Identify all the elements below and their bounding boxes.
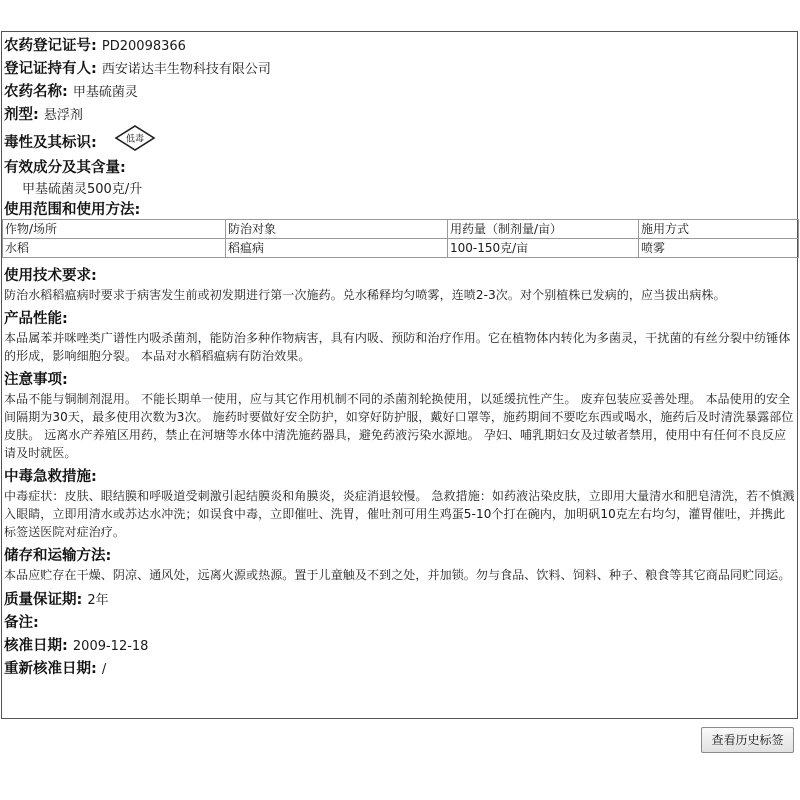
- usage-header-cell: 作物/场所: [3, 220, 226, 239]
- reapproval-label: 重新核准日期:: [4, 661, 97, 677]
- usage-cell: 稻瘟病: [226, 239, 448, 258]
- low-toxicity-badge-icon: [114, 124, 156, 159]
- toxicity-label: 毒性及其标识:: [4, 135, 97, 151]
- name-label: 农药名称:: [4, 84, 68, 100]
- holder-value: 西安诺达丰生物科技有限公司: [101, 62, 271, 77]
- reapproval-value: /: [101, 662, 107, 677]
- approval-value: 2009-12-18: [72, 639, 149, 654]
- reg-no-value: PD20098366: [101, 39, 186, 54]
- name-value: 甲基硫菌灵: [72, 85, 138, 100]
- form-row: [4, 102, 797, 125]
- storage-label: 储存和运输方法:: [4, 548, 112, 564]
- firstaid-text: 中毒症状：皮肤、眼结膜和呼吸道受刺激引起结膜炎和角膜炎，炎症消退较慢。 急救措施：如药液沾染皮肤，立即用大量清水和肥皂清洗，若不慎溅入眼睛，立即用清水或苏达水冲洗；如误食中毒，立即催吐、洗胃，催吐剂可用生鸡蛋5-10个打在碗内，加明矾10克左右均匀，灌胃催吐，并携此标签送医院对症治疗。: [4, 489, 795, 539]
- usage-header-cell: 用药量（制剂量/亩）: [448, 220, 639, 239]
- tech-heading: [4, 264, 797, 286]
- remarks-row: [4, 610, 797, 633]
- warranty-value: 2年: [87, 593, 109, 608]
- tech-text: 防治水稻稻瘟病时要求于病害发生前或初发期进行第一次施药。兑水稀释均匀喷雾，连喷2-3次。对个别植株已发病的，应当拔出病株。: [4, 288, 726, 302]
- holder-row: [4, 56, 797, 79]
- usage-cell: 喷雾: [639, 239, 799, 258]
- ingredient-heading: [4, 157, 797, 177]
- storage-heading: [4, 544, 797, 566]
- firstaid-heading: [4, 465, 797, 487]
- label-detail-panel: [1, 31, 798, 719]
- form-label: 剂型:: [4, 107, 39, 123]
- remarks-label: 备注:: [4, 615, 39, 631]
- usage-header-cell: 施用方式: [639, 220, 799, 239]
- approval-label: 核准日期:: [4, 638, 68, 654]
- notes-heading: [4, 368, 797, 390]
- performance-heading: [4, 307, 797, 329]
- usage-table-row: [3, 239, 799, 258]
- notes-label: 注意事项:: [4, 372, 68, 388]
- notes-text: 本品不能与铜制剂混用。 不能长期单一使用，应与其它作用机制不同的杀菌剂轮换使用，以延缓抗性产生。 废弃包装应妥善处理。 本品使用的安全间隔期为30天，最多使用次数为3次。 施药时要做好安全防护，如穿好防护服，戴好口罩等，施药期间不要吃东西或喝水，施药后及时清洗暴露部位皮肤。 远离水产养殖区用药，禁止在河塘等水体中清洗施药器具，避免药液污染水源地。 孕妇、哺乳期妇女及过敏者禁用，使用中有任何不良反应请及时就医。: [4, 392, 794, 460]
- ingredient-label: 有效成分及其含量:: [4, 160, 126, 176]
- usage-cell: 水稻: [3, 239, 226, 258]
- storage-text: 本品应贮存在干燥、阴凉、通风处，远离火源或热源。置于儿童触及不到之处，并加锁。勿与食品、饮料、饲料、种子、粮食等其它商品同贮同运。: [4, 568, 791, 582]
- form-value: 悬浮剂: [43, 108, 83, 123]
- ingredient-value: 甲基硫菌灵500克/升: [22, 182, 143, 197]
- approval-row: [4, 633, 797, 656]
- tech-label: 使用技术要求:: [4, 268, 97, 284]
- usage-table: [2, 219, 799, 258]
- usage-label: 使用范围和使用方法:: [4, 202, 141, 218]
- firstaid-label: 中毒急救措施:: [4, 469, 97, 485]
- low-toxicity-badge-text: 低毒: [125, 134, 144, 145]
- view-history-label-button[interactable]: 查看历史标签: [701, 727, 794, 753]
- usage-cell: 100-150克/亩: [448, 239, 639, 258]
- performance-text: 本品属苯并咪唑类广谱性内吸杀菌剂，能防治多种作物病害，具有内吸、预防和治疗作用。它在植物体内转化为多菌灵，干扰菌的有丝分裂中纺锤体的形成，影响细胞分裂。 本品对水稻稻瘟病有防治效果。: [4, 331, 791, 363]
- toxicity-row: [4, 125, 797, 157]
- usage-heading: [4, 199, 797, 219]
- performance-label: 产品性能:: [4, 311, 68, 327]
- holder-label: 登记证持有人:: [4, 61, 97, 77]
- name-row: [4, 79, 797, 102]
- warranty-label: 质量保证期:: [4, 592, 83, 608]
- reapproval-row: [4, 656, 797, 679]
- ingredient-row: [4, 177, 797, 199]
- warranty-row: [4, 587, 797, 610]
- usage-header-cell: 防治对象: [226, 220, 448, 239]
- usage-table-header-row: [3, 220, 799, 239]
- reg-no-row: [4, 33, 797, 56]
- reg-no-label: 农药登记证号:: [4, 38, 97, 54]
